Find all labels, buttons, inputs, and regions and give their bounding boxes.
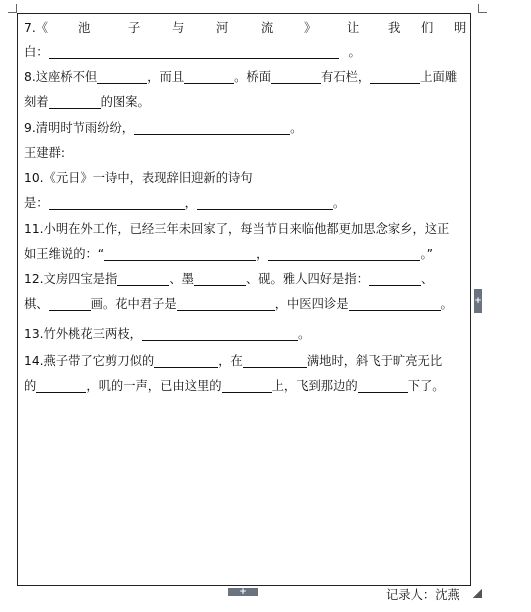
q14-text: 14.燕子带了它剪刀似的 [24, 354, 155, 368]
answer-blank[interactable] [370, 69, 420, 84]
q7-char: 让 [347, 21, 360, 35]
q11-prefix: 如王维说的：“ [24, 247, 105, 261]
author-label [24, 143, 471, 163]
answer-blank[interactable] [177, 296, 275, 311]
q14-text: ，叽的一声，已由这里的 [86, 379, 222, 393]
answer-blank[interactable] [49, 195, 185, 210]
question-11-line-2 [24, 244, 471, 264]
q14-text: 满地时，斜飞于旷亮无比 [306, 354, 443, 368]
answer-blank[interactable] [369, 271, 421, 286]
question-7-line-2 [24, 42, 471, 62]
q10-suffix: 。 [332, 196, 346, 210]
plus-icon: + [239, 587, 247, 597]
bottom-expand-handle[interactable] [228, 588, 258, 596]
answer-blank[interactable] [184, 69, 234, 84]
question-9 [24, 118, 471, 138]
resize-grip-icon[interactable] [473, 589, 482, 598]
question-14-line-2 [24, 376, 471, 396]
recorder-text: 记录人：沈燕 [386, 588, 460, 602]
q7-prefix: 白： [24, 45, 49, 59]
answer-blank[interactable] [49, 44, 339, 59]
q8-text: ，而且 [147, 70, 185, 84]
page-corner-top-left [8, 4, 17, 13]
answer-blank[interactable] [271, 69, 321, 84]
q12-text: 棋、 [24, 297, 49, 311]
q9-text: 。 [290, 121, 303, 135]
q10-text: 10.《元日》一诗中，表现辞旧迎新的诗句 [24, 171, 253, 185]
q12-text: 、墨 [169, 272, 194, 286]
question-13 [24, 324, 471, 344]
answer-blank[interactable] [49, 296, 91, 311]
question-11-line-1 [24, 219, 471, 239]
q7-char: 河 [216, 21, 229, 35]
q11-mid: ， [256, 247, 269, 261]
q8-text: 上面雕 [420, 70, 458, 84]
q12-text: 12.文房四宝是指 [24, 272, 118, 286]
q7-char: 我 [388, 21, 401, 35]
q8-text: 刻着 [24, 95, 49, 109]
q9-text: 9.清明时节雨纷纷， [24, 121, 135, 135]
q8-text: 8.这座桥不但 [24, 70, 98, 84]
answer-blank[interactable] [49, 94, 101, 109]
answer-blank[interactable] [349, 296, 441, 311]
question-14-line-1 [24, 351, 471, 371]
q12-text: 、砚。雅人四好是指： [245, 272, 369, 286]
q8-text: 。桥面 [234, 70, 272, 84]
q11-text: 11.小明在外工作，已经三年未回家了，每当节日来临他都更加思念家乡，这正 [24, 222, 450, 236]
question-7-line-1 [24, 18, 471, 38]
q12-text: 画。花中君子是 [90, 297, 177, 311]
q14-text: ，在 [218, 354, 243, 368]
q13-text: 13.竹外桃花三两枝， [24, 327, 142, 341]
q7-char: 与 [172, 21, 185, 35]
q8-text: 有石栏， [321, 70, 371, 84]
q14-text: 下了。 [407, 379, 445, 393]
q10-mid: ， [184, 196, 197, 210]
question-8-line-1 [24, 67, 471, 87]
answer-blank[interactable] [134, 120, 290, 135]
answer-blank[interactable] [154, 353, 218, 368]
question-8-line-2 [24, 92, 471, 112]
page-corner-top-right [478, 4, 487, 13]
author-text: 王建群: [24, 146, 66, 160]
q7-char: 7.《 [24, 21, 49, 35]
answer-blank[interactable] [358, 378, 408, 393]
q12-text: 、 [420, 272, 434, 286]
q14-text: 的 [24, 379, 37, 393]
q7-suffix: 。 [348, 45, 361, 59]
plus-icon: + [474, 296, 482, 306]
q12-text: 。 [440, 297, 453, 311]
side-expand-handle[interactable] [474, 289, 482, 313]
q7-char: 明 [454, 21, 467, 35]
answer-blank[interactable] [97, 69, 147, 84]
q7-char: 》 [304, 21, 317, 35]
q12-text: ，中医四诊是 [274, 297, 349, 311]
q7-char: 子 [128, 21, 141, 35]
answer-blank[interactable] [194, 271, 246, 286]
question-12-line-1 [24, 269, 471, 289]
answer-blank[interactable] [117, 271, 169, 286]
answer-blank[interactable] [222, 378, 272, 393]
q8-text: 的图案。 [100, 95, 150, 109]
recorder-label [386, 586, 460, 604]
answer-blank[interactable] [104, 246, 256, 261]
q10-prefix: 是： [24, 196, 49, 210]
answer-blank[interactable] [197, 195, 333, 210]
q7-char: 池 [78, 21, 91, 35]
q13-text: 。 [297, 327, 311, 341]
q7-char: 们 [421, 21, 434, 35]
answer-blank[interactable] [268, 246, 420, 261]
answer-blank[interactable] [243, 353, 307, 368]
q7-char: 流 [261, 21, 274, 35]
q11-suffix: 。” [420, 247, 433, 261]
question-10-line-1 [24, 168, 471, 188]
question-12-line-2 [24, 294, 471, 314]
q14-text: 上，飞到那边的 [271, 379, 358, 393]
answer-blank[interactable] [36, 378, 86, 393]
answer-blank[interactable] [142, 326, 298, 341]
question-10-line-2 [24, 193, 471, 213]
